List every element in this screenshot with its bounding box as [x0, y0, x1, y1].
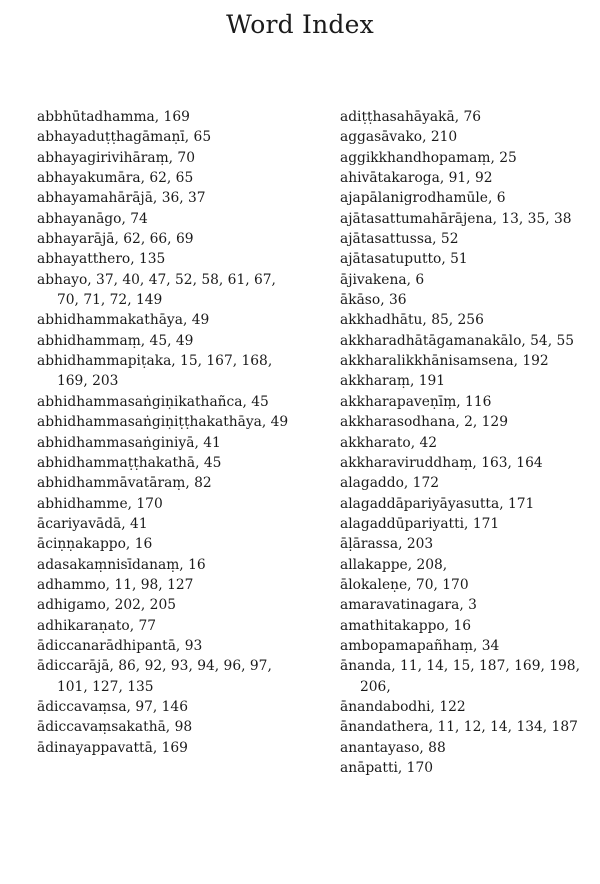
index-entry: amaravatinagara, 3 [340, 597, 477, 614]
index-entry: abhidhammakathāya, 49 [37, 312, 210, 329]
index-entry: akkharaṃ, 191 [340, 373, 446, 390]
index-entry: ānandabodhi, 122 [340, 698, 466, 715]
index-entry: ajapālanigrodhamūle, 6 [340, 190, 506, 207]
index-entry: ajātasattussa, 52 [340, 231, 459, 248]
index-entry: ānanda, 11, 14, 15, 187, 169, 198, 206, [340, 658, 580, 695]
index-entry: anāpatti, 170 [340, 760, 434, 776]
index-entry: ālokaleṇe, 70, 170 [340, 576, 469, 593]
index-entry: ādiccarājā, 86, 92, 93, 94, 96, 97, 101, 127, 135 [37, 658, 272, 695]
index-entry: adhigamo, 202, 205 [37, 597, 177, 614]
index-entry: abhidhammaṭṭhakathā, 45 [37, 454, 222, 471]
index-entry: ādiccavaṃsakathā, 98 [37, 719, 193, 736]
index-entry: abhidhammapiṭaka, 15, 167, 168, 169, 203 [37, 353, 273, 390]
index-entry: akkharasodhana, 2, 129 [340, 414, 508, 431]
index-entry: akkharalikkhānisamsena, 192 [340, 353, 549, 370]
index-entry: ādinayappavattā, 169 [37, 739, 188, 756]
index-entry: ākāso, 36 [340, 292, 407, 309]
index-entry: āciṇṇakappo, 16 [37, 536, 153, 553]
index-entry: abhidhammaṃ, 45, 49 [37, 332, 194, 349]
index-entry: abhidhammāvatāraṃ, 82 [37, 475, 212, 492]
index-entry: abbhūtadhamma, 169 [37, 109, 190, 125]
index-entry: ājivakena, 6 [340, 271, 425, 288]
index-entry: abhayo, 37, 40, 47, 52, 58, 61, 67, 70, 71, 72, 149 [37, 271, 276, 309]
index-entry: ānandathera, 11, 12, 14, 134, 187 [340, 719, 578, 736]
index-entry: adasakaṃnisīdanaṃ, 16 [37, 556, 206, 573]
index-entry: abhayanāgo, 74 [37, 210, 148, 227]
index-entry: ahivātakaroga, 91, 92 [340, 170, 493, 187]
index-entry: abhayatthero, 135 [37, 251, 166, 268]
index-entry: ādiccanarādhipantā, 93 [37, 637, 203, 654]
page-title: Word Index [226, 10, 374, 39]
index-entry: anantayaso, 88 [340, 739, 446, 756]
index-entry: akkharaviruddhaṃ, 163, 164 [340, 454, 543, 471]
index-entry: akkhadhātu, 85, 256 [340, 312, 484, 329]
index-entry: abhidhammasaṅginiyā, 41 [37, 434, 221, 451]
index-entry: abhayagirivihāraṃ, 70 [37, 149, 195, 166]
index-entry: aggikkhandhopamaṃ, 25 [340, 149, 517, 166]
index-entry: alagaddūpariyatti, 171 [340, 515, 500, 532]
index-entry: ajātasattumahārājena, 13, 35, 38 [340, 210, 572, 227]
index-entry: ādiccavaṃsa, 97, 146 [37, 698, 188, 715]
index-entry: alagaddāpariyāyasutta, 171 [340, 495, 535, 512]
index-entry: abhayamahārājā, 36, 37 [37, 190, 206, 207]
index-entry: abhayakumāra, 62, 65 [37, 170, 194, 187]
index-entry: abhayarājā, 62, 66, 69 [37, 231, 194, 248]
index-entry: abhidhammasaṅgiṇikathañca, 45 [37, 393, 269, 410]
index-entry: ambopamapañhaṃ, 34 [340, 637, 500, 654]
index-entry: abhidhammasaṅgiṇiṭṭhakathāya, 49 [37, 414, 289, 431]
index-entry: akkharapaveṇīṃ, 116 [340, 393, 492, 410]
index-entry: amathitakappo, 16 [340, 617, 472, 634]
index-entry: abhayaduṭṭhagāmaṇī, 65 [37, 129, 212, 146]
index-entry: allakappe, 208, [340, 556, 448, 573]
index-column-right [340, 107, 600, 778]
index-column-left [37, 107, 299, 758]
index-entry: akkharadhātāgamanakālo, 54, 55 [340, 332, 575, 349]
index-entry: āḷārassa, 203 [340, 536, 434, 553]
index-entry: adhikaraṇato, 77 [37, 617, 157, 634]
index-entry: abhidhamme, 170 [37, 495, 163, 512]
index-entry: akkharato, 42 [340, 434, 438, 451]
index-entry: ajātasatuputto, 51 [340, 251, 468, 268]
index-entry: adiṭṭhasahāyakā, 76 [340, 109, 482, 125]
index-entry: aggasāvako, 210 [340, 129, 458, 146]
index-entry: adhammo, 11, 98, 127 [37, 576, 194, 593]
index-entry: ācariyavādā, 41 [37, 515, 148, 532]
index-entry: alagaddo, 172 [340, 475, 439, 492]
